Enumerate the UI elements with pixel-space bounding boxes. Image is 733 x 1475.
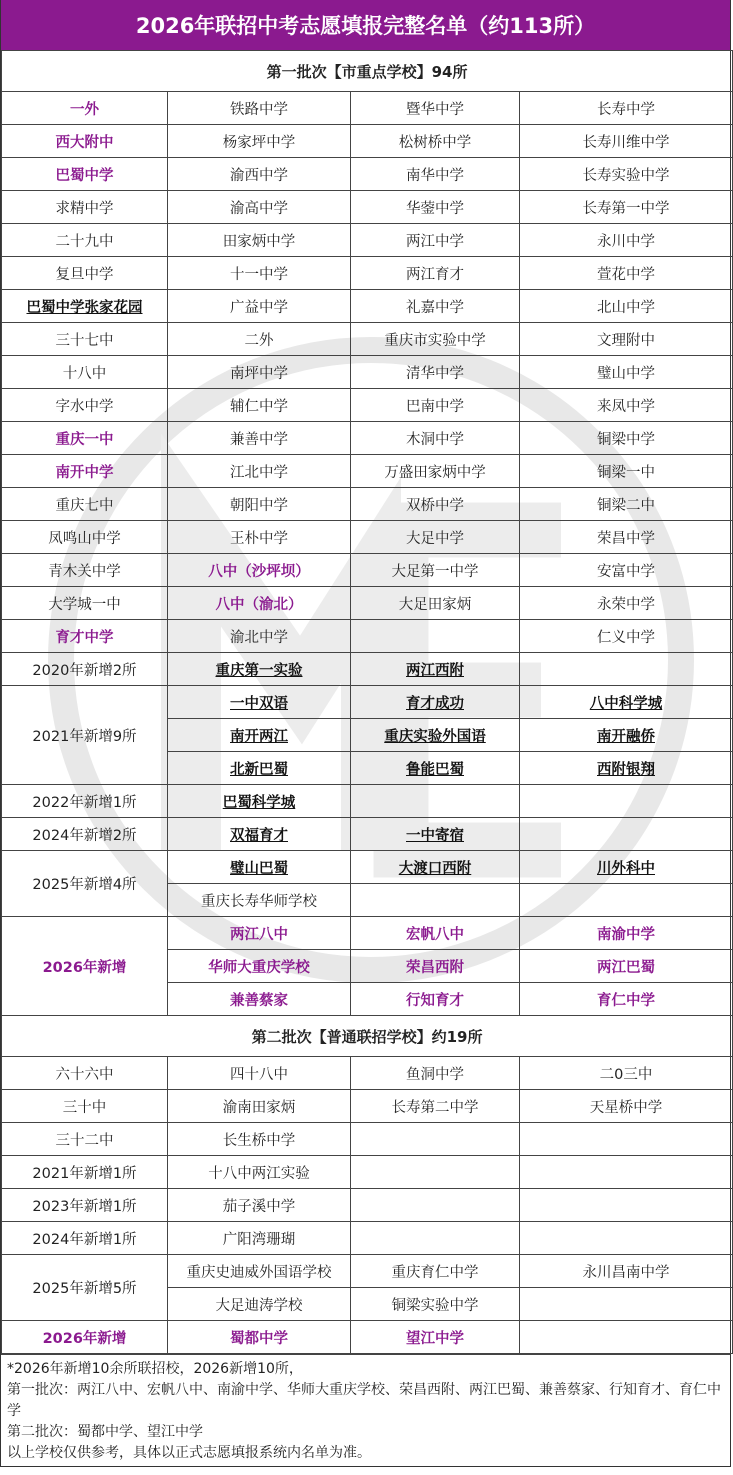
- school-cell: 巴蜀中学张家花园: [2, 290, 168, 323]
- school-cell: 宏帆八中: [351, 917, 520, 950]
- school-cell: 木洞中学: [351, 422, 520, 455]
- school-cell: 十一中学: [168, 257, 351, 290]
- school-cell: [520, 1288, 733, 1321]
- school-cell: 万盛田家炳中学: [351, 455, 520, 488]
- school-cell: 渝西中学: [168, 158, 351, 191]
- school-cell: 两江八中: [168, 917, 351, 950]
- school-cell: 南华中学: [351, 158, 520, 191]
- year-label-cell: 2020年新增2所: [2, 653, 168, 686]
- table-row: [2, 389, 733, 422]
- school-cell: 璧山中学: [520, 356, 733, 389]
- table-row: [2, 554, 733, 587]
- page-title: 2026年联招中考志愿填报完整名单（约113所）: [1, 0, 730, 50]
- school-cell: 行知育才: [351, 983, 520, 1016]
- school-cell: 田家炳中学: [168, 224, 351, 257]
- school-cell: 重庆第一实验: [168, 653, 351, 686]
- school-cell: 重庆史迪威外国语学校: [168, 1255, 351, 1288]
- table-row: [2, 1057, 733, 1090]
- school-cell: 八中科学城: [520, 686, 733, 719]
- school-cell: [520, 1321, 733, 1354]
- school-cell: 长寿第二中学: [351, 1090, 520, 1123]
- school-cell: 辅仁中学: [168, 389, 351, 422]
- school-cell: 三十二中: [2, 1123, 168, 1156]
- note-line: 第二批次：蜀都中学、望江中学: [7, 1424, 203, 1440]
- school-cell: 重庆育仁中学: [351, 1255, 520, 1288]
- table-row: [2, 1189, 733, 1222]
- school-cell: 兼善中学: [168, 422, 351, 455]
- school-cell: 八中（渝北）: [168, 587, 351, 620]
- school-cell: [520, 1123, 733, 1156]
- school-cell: [520, 1156, 733, 1189]
- school-cell: 荣昌西附: [351, 950, 520, 983]
- table-row: [2, 191, 733, 224]
- table-row: [2, 257, 733, 290]
- school-cell: 四十八中: [168, 1057, 351, 1090]
- school-cell: 长生桥中学: [168, 1123, 351, 1156]
- school-cell: 西附银翔: [520, 752, 733, 785]
- school-cell: 一中双语: [168, 686, 351, 719]
- school-cell: 西大附中: [2, 125, 168, 158]
- school-table: [1, 50, 733, 1354]
- school-cell: 兼善蔡家: [168, 983, 351, 1016]
- school-cell: 大足第一中学: [351, 554, 520, 587]
- year-label-cell: 2025年新增4所: [2, 851, 168, 917]
- school-cell: 铜梁一中: [520, 455, 733, 488]
- school-cell: 巴蜀科学城: [168, 785, 351, 818]
- school-cell: [520, 818, 733, 851]
- school-cell: 双桥中学: [351, 488, 520, 521]
- table-row: [2, 92, 733, 125]
- year-label-cell: 2026年新增: [2, 1321, 168, 1354]
- school-cell: 铜梁实验中学: [351, 1288, 520, 1321]
- school-cell: [351, 785, 520, 818]
- school-cell: 两江西附: [351, 653, 520, 686]
- school-cell: 育仁中学: [520, 983, 733, 1016]
- school-cell: 大学城一中: [2, 587, 168, 620]
- table-row: [2, 356, 733, 389]
- school-cell: 永川中学: [520, 224, 733, 257]
- school-cell: [351, 1156, 520, 1189]
- school-cell: 重庆实验外国语: [351, 719, 520, 752]
- year-label-cell: 2024年新增2所: [2, 818, 168, 851]
- school-cell: [520, 884, 733, 917]
- school-cell: 文理附中: [520, 323, 733, 356]
- table-row: [2, 158, 733, 191]
- table-row: [2, 818, 733, 851]
- school-cell: 华蓥中学: [351, 191, 520, 224]
- school-cell: 璧山巴蜀: [168, 851, 351, 884]
- table-row: [2, 1255, 733, 1288]
- school-cell: 蜀都中学: [168, 1321, 351, 1354]
- school-cell: 长寿川维中学: [520, 125, 733, 158]
- batch2-header: 第二批次【普通联招学校】约19所: [2, 1016, 733, 1057]
- school-cell: 重庆一中: [2, 422, 168, 455]
- school-cell: 青木关中学: [2, 554, 168, 587]
- note-line: 以上学校仅供参考，具体以正式志愿填报系统内名单为准。: [7, 1445, 371, 1461]
- school-cell: 重庆长寿华师学校: [168, 884, 351, 917]
- school-cell: [520, 785, 733, 818]
- school-cell: 凤鸣山中学: [2, 521, 168, 554]
- school-cell: 巴蜀中学: [2, 158, 168, 191]
- school-cell: 一外: [2, 92, 168, 125]
- school-cell: 鲁能巴蜀: [351, 752, 520, 785]
- school-cell: 大足田家炳: [351, 587, 520, 620]
- note-line: 第一批次：两江八中、宏帆八中、南渝中学、华师大重庆学校、荣昌西附、两江巴蜀、兼善蔡家、行知育才、育仁中学: [7, 1382, 721, 1419]
- school-cell: 南渝中学: [520, 917, 733, 950]
- table-row: [2, 1222, 733, 1255]
- school-cell: 铁路中学: [168, 92, 351, 125]
- table-row: [2, 455, 733, 488]
- school-cell: 礼嘉中学: [351, 290, 520, 323]
- school-cell: 望江中学: [351, 1321, 520, 1354]
- school-cell: [351, 1222, 520, 1255]
- school-cell: 南开融侨: [520, 719, 733, 752]
- school-cell: 杨家坪中学: [168, 125, 351, 158]
- school-cell: 两江育才: [351, 257, 520, 290]
- year-label-cell: 2025年新增5所: [2, 1255, 168, 1321]
- school-cell: 二外: [168, 323, 351, 356]
- school-cell: 十八中两江实验: [168, 1156, 351, 1189]
- table-row: [2, 1321, 733, 1354]
- school-cell: 二十九中: [2, 224, 168, 257]
- school-cell: 南坪中学: [168, 356, 351, 389]
- school-cell: 长寿第一中学: [520, 191, 733, 224]
- school-cell: 铜梁中学: [520, 422, 733, 455]
- school-cell: 育才中学: [2, 620, 168, 653]
- year-label-cell: 2023年新增1所: [2, 1189, 168, 1222]
- school-cell: [351, 620, 520, 653]
- table-row: [2, 422, 733, 455]
- school-cell: 南开两江: [168, 719, 351, 752]
- school-cell: [351, 884, 520, 917]
- table-row: [2, 323, 733, 356]
- table-row: [2, 653, 733, 686]
- school-cell: 大足迪涛学校: [168, 1288, 351, 1321]
- note-line: *2026年新增10余所联招校，2026新增10所，: [7, 1361, 303, 1377]
- year-label-cell: 2022年新增1所: [2, 785, 168, 818]
- school-cell: 萱花中学: [520, 257, 733, 290]
- school-cell: 永荣中学: [520, 587, 733, 620]
- table-row: [2, 125, 733, 158]
- school-cell: 松树桥中学: [351, 125, 520, 158]
- year-label-cell: 2021年新增1所: [2, 1156, 168, 1189]
- school-cell: 长寿实验中学: [520, 158, 733, 191]
- school-cell: 八中（沙坪坝）: [168, 554, 351, 587]
- school-cell: 育才成功: [351, 686, 520, 719]
- school-cell: 渝南田家炳: [168, 1090, 351, 1123]
- school-cell: 北山中学: [520, 290, 733, 323]
- school-cell: 两江巴蜀: [520, 950, 733, 983]
- school-cell: 永川昌南中学: [520, 1255, 733, 1288]
- school-cell: 茄子溪中学: [168, 1189, 351, 1222]
- school-cell: 南开中学: [2, 455, 168, 488]
- table-row: [2, 1123, 733, 1156]
- year-label-cell: 2024年新增1所: [2, 1222, 168, 1255]
- table-row: [2, 1156, 733, 1189]
- school-cell: 两江中学: [351, 224, 520, 257]
- school-cell: 华师大重庆学校: [168, 950, 351, 983]
- school-cell: 渝高中学: [168, 191, 351, 224]
- batch1-header: 第一批次【市重点学校】94所: [2, 51, 733, 92]
- school-cell: 清华中学: [351, 356, 520, 389]
- school-cell: 渝北中学: [168, 620, 351, 653]
- school-cell: 朝阳中学: [168, 488, 351, 521]
- school-cell: [520, 1189, 733, 1222]
- school-cell: 广益中学: [168, 290, 351, 323]
- table-row: [2, 1090, 733, 1123]
- school-cell: 重庆七中: [2, 488, 168, 521]
- table-row: [2, 620, 733, 653]
- school-cell: 二0三中: [520, 1057, 733, 1090]
- school-cell: 安富中学: [520, 554, 733, 587]
- school-cell: [351, 1123, 520, 1156]
- school-cell: 双福育才: [168, 818, 351, 851]
- school-cell: [520, 1222, 733, 1255]
- school-cell: 十八中: [2, 356, 168, 389]
- school-cell: 重庆市实验中学: [351, 323, 520, 356]
- school-cell: 六十六中: [2, 1057, 168, 1090]
- school-cell: 鱼洞中学: [351, 1057, 520, 1090]
- table-row: [2, 851, 733, 884]
- table-row: [2, 587, 733, 620]
- year-label-cell: 2026年新增: [2, 917, 168, 1016]
- school-cell: 大渡口西附: [351, 851, 520, 884]
- school-cell: 三十中: [2, 1090, 168, 1123]
- school-cell: 来凤中学: [520, 389, 733, 422]
- table-row: [2, 686, 733, 719]
- school-cell: 荣昌中学: [520, 521, 733, 554]
- school-cell: 三十七中: [2, 323, 168, 356]
- notes: [1, 1354, 730, 1466]
- school-cell: 天星桥中学: [520, 1090, 733, 1123]
- school-cell: 复旦中学: [2, 257, 168, 290]
- school-cell: 一中寄宿: [351, 818, 520, 851]
- table-row: [2, 521, 733, 554]
- table-row: [2, 224, 733, 257]
- table-row: [2, 1016, 733, 1057]
- table-row: [2, 290, 733, 323]
- school-cell: 字水中学: [2, 389, 168, 422]
- school-cell: 暨华中学: [351, 92, 520, 125]
- year-label-cell: 2021年新增9所: [2, 686, 168, 785]
- school-cell: 大足中学: [351, 521, 520, 554]
- school-cell: 广阳湾珊瑚: [168, 1222, 351, 1255]
- school-cell: 江北中学: [168, 455, 351, 488]
- school-cell: [351, 1189, 520, 1222]
- school-cell: 长寿中学: [520, 92, 733, 125]
- school-cell: 巴南中学: [351, 389, 520, 422]
- table-row: [2, 917, 733, 950]
- school-cell: 王朴中学: [168, 521, 351, 554]
- school-cell: 铜梁二中: [520, 488, 733, 521]
- table-row: [2, 488, 733, 521]
- table-row: [2, 785, 733, 818]
- school-cell: 仁义中学: [520, 620, 733, 653]
- school-cell: 川外科中: [520, 851, 733, 884]
- school-cell: [520, 653, 733, 686]
- school-cell: 北新巴蜀: [168, 752, 351, 785]
- school-cell: 求精中学: [2, 191, 168, 224]
